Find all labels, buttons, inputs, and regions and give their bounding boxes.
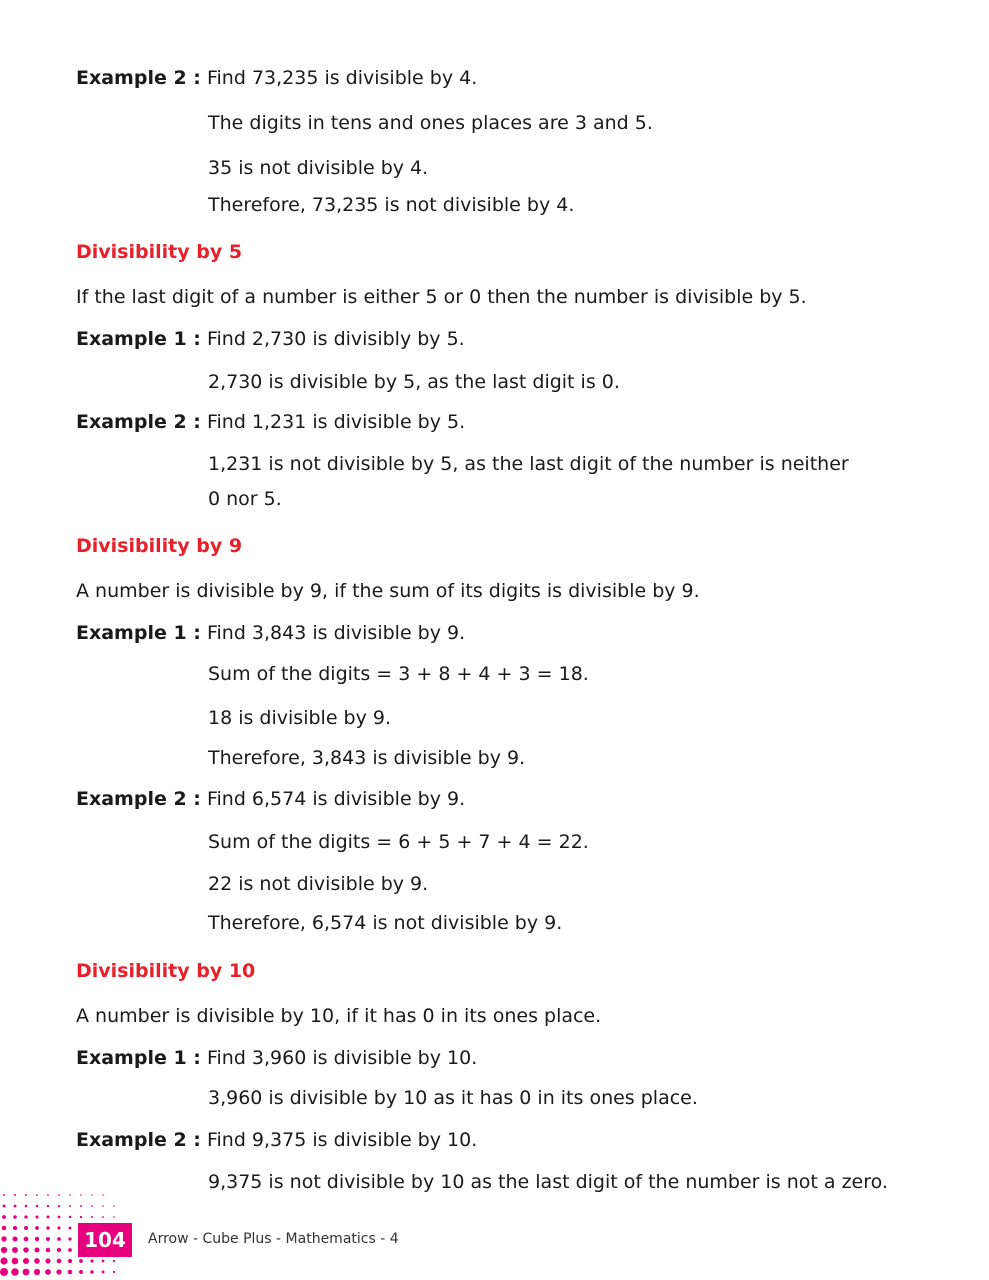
example-line: Therefore, 3,843 is divisible by 9. bbox=[208, 747, 526, 769]
example-label: Example 1 : bbox=[76, 328, 201, 350]
decorative-dot bbox=[58, 1194, 60, 1196]
decorative-dot bbox=[35, 1215, 38, 1218]
decorative-dot bbox=[3, 1205, 6, 1208]
decorative-dot bbox=[80, 1194, 82, 1196]
decorative-dot bbox=[25, 1194, 27, 1196]
decorative-dot bbox=[1, 1247, 7, 1253]
example-row bbox=[76, 1128, 477, 1152]
decorative-dot bbox=[46, 1226, 49, 1229]
decorative-dot bbox=[68, 1248, 72, 1252]
decorative-dot bbox=[12, 1247, 18, 1253]
decorative-dot bbox=[13, 1215, 17, 1219]
example-line: Sum of the digits = 6 + 5 + 7 + 4 = 22. bbox=[208, 831, 589, 853]
decorative-dot bbox=[2, 1226, 7, 1231]
example-line: Sum of the digits = 3 + 8 + 4 + 3 = 18. bbox=[208, 663, 589, 685]
example-row bbox=[76, 327, 465, 351]
decorative-dot bbox=[12, 1236, 17, 1241]
decorative-dot bbox=[57, 1259, 62, 1264]
decorative-dot bbox=[24, 1226, 28, 1230]
decorative-dot bbox=[36, 1205, 38, 1207]
decorative-dot bbox=[58, 1216, 61, 1219]
decorative-dot bbox=[36, 1194, 38, 1196]
rule-text: A number is divisible by 9, if the sum of its digits is divisible by 9. bbox=[76, 580, 700, 602]
decorative-dot bbox=[58, 1205, 60, 1207]
decorative-dot bbox=[113, 1260, 115, 1262]
decorative-dot bbox=[91, 1194, 92, 1195]
example-question: Find 2,730 is divisibly by 5. bbox=[206, 328, 465, 350]
decorative-dot bbox=[91, 1205, 93, 1207]
decorative-dot bbox=[80, 1205, 82, 1207]
section-heading-div5: Divisibility by 5 bbox=[76, 241, 243, 263]
decorative-dot bbox=[47, 1216, 50, 1219]
example-question: Find 3,960 is divisible by 10. bbox=[206, 1047, 478, 1069]
example-line: Therefore, 6,574 is not divisible by 9. bbox=[208, 912, 563, 934]
example-line: 35 is not divisible by 4. bbox=[208, 157, 429, 179]
example-answer: 1,231 is not divisible by 5, as the last digit of the number is neither bbox=[208, 453, 849, 475]
decorative-dot bbox=[113, 1205, 114, 1206]
decorative-dot bbox=[47, 1194, 49, 1196]
decorative-dot bbox=[102, 1271, 105, 1274]
example-row bbox=[76, 787, 465, 811]
example-question: Find 9,375 is divisible by 10. bbox=[206, 1129, 478, 1151]
example-label: Example 2 : bbox=[76, 788, 201, 810]
example-question: Find 73,235 is divisible by 4. bbox=[206, 67, 478, 89]
example-line: Therefore, 73,235 is not divisible by 4. bbox=[208, 194, 575, 216]
decorative-dot bbox=[46, 1237, 50, 1241]
decorative-dot bbox=[68, 1237, 71, 1240]
decorative-dot bbox=[113, 1271, 115, 1273]
decorative-dot bbox=[14, 1194, 16, 1196]
example-line: 22 is not divisible by 9. bbox=[208, 873, 429, 895]
decorative-dot bbox=[79, 1270, 83, 1274]
decorative-dot bbox=[68, 1270, 73, 1275]
decorative-dot bbox=[47, 1205, 49, 1207]
decorative-dot bbox=[24, 1237, 29, 1242]
decorative-dot bbox=[90, 1259, 93, 1262]
example-label: Example 1 : bbox=[76, 622, 201, 644]
decorative-dot bbox=[69, 1216, 71, 1218]
decorative-dot bbox=[90, 1270, 93, 1273]
example-question: Find 1,231 is divisible by 5. bbox=[206, 411, 466, 433]
decorative-dot bbox=[2, 1215, 6, 1219]
example-line: The digits in tens and ones places are 3 and 5. bbox=[208, 112, 653, 134]
decorative-dot bbox=[102, 1205, 104, 1207]
decorative-dot bbox=[80, 1216, 82, 1218]
decorative-dot bbox=[34, 1258, 40, 1264]
example-answer: 2,730 is divisible by 5, as the last digit is 0. bbox=[208, 371, 620, 393]
decorative-dot bbox=[91, 1216, 93, 1218]
decorative-dot bbox=[69, 1194, 71, 1196]
decorative-dot bbox=[12, 1258, 19, 1265]
example-label: Example 2 : bbox=[76, 1129, 201, 1151]
decorative-dot bbox=[45, 1258, 50, 1263]
decorative-dot bbox=[0, 1257, 7, 1264]
example-label: Example 1 : bbox=[76, 1047, 201, 1069]
decorative-dot bbox=[13, 1226, 17, 1230]
decorative-dot bbox=[56, 1269, 61, 1274]
example-row bbox=[76, 1046, 477, 1070]
decorative-dot bbox=[23, 1269, 30, 1276]
book-title: Arrow - Cube Plus - Mathematics - 4 bbox=[148, 1231, 399, 1247]
decorative-dot bbox=[57, 1237, 61, 1241]
section-heading-div10: Divisibility by 10 bbox=[76, 960, 256, 982]
example-row bbox=[76, 621, 465, 645]
decorative-dot bbox=[14, 1205, 17, 1208]
decorative-dot bbox=[45, 1269, 51, 1275]
example-label: Example 2 : bbox=[76, 411, 201, 433]
decorative-dot bbox=[35, 1226, 39, 1230]
decorative-dot bbox=[24, 1215, 27, 1218]
decorative-dot bbox=[23, 1247, 28, 1252]
decorative-dot bbox=[35, 1237, 39, 1241]
section-heading-div9: Divisibility by 9 bbox=[76, 535, 243, 557]
decorative-dot bbox=[34, 1247, 39, 1252]
decorative-dot bbox=[102, 1194, 103, 1195]
decorative-dot bbox=[25, 1205, 28, 1208]
decorative-dot bbox=[69, 1205, 71, 1207]
decorative-dot bbox=[79, 1259, 83, 1263]
decorative-dot bbox=[23, 1258, 29, 1264]
example-answer: 0 nor 5. bbox=[208, 488, 282, 510]
decorative-dot bbox=[0, 1268, 8, 1276]
decorative-dot bbox=[57, 1226, 60, 1229]
decorative-dot bbox=[102, 1216, 104, 1218]
rule-text: A number is divisible by 10, if it has 0 in its ones place. bbox=[76, 1005, 602, 1027]
decorative-dot bbox=[34, 1269, 40, 1275]
example-question: Find 3,843 is divisible by 9. bbox=[206, 622, 466, 644]
decorative-dot bbox=[68, 1259, 72, 1263]
example-label: Example 2 : bbox=[76, 67, 201, 89]
rule-text: If the last digit of a number is either 5 or 0 then the number is divisible by 5. bbox=[76, 286, 807, 308]
example-row bbox=[76, 410, 465, 434]
decorative-dot bbox=[11, 1268, 18, 1275]
decorative-dot bbox=[46, 1248, 51, 1253]
decorative-dot bbox=[113, 1216, 115, 1218]
decorative-dot bbox=[3, 1194, 5, 1196]
decorative-dot bbox=[57, 1248, 61, 1252]
example-question: Find 6,574 is divisible by 9. bbox=[206, 788, 466, 810]
example-answer: 9,375 is not divisible by 10 as the last digit of the number is not a zero. bbox=[208, 1171, 888, 1193]
page-number: 104 bbox=[78, 1223, 132, 1257]
example-line: 18 is divisible by 9. bbox=[208, 707, 392, 729]
decorative-dot bbox=[69, 1227, 72, 1230]
decorative-dot bbox=[102, 1260, 105, 1263]
example-answer: 3,960 is divisible by 10 as it has 0 in its ones place. bbox=[208, 1087, 698, 1109]
example-row bbox=[76, 66, 477, 90]
decorative-dot bbox=[1, 1236, 6, 1241]
